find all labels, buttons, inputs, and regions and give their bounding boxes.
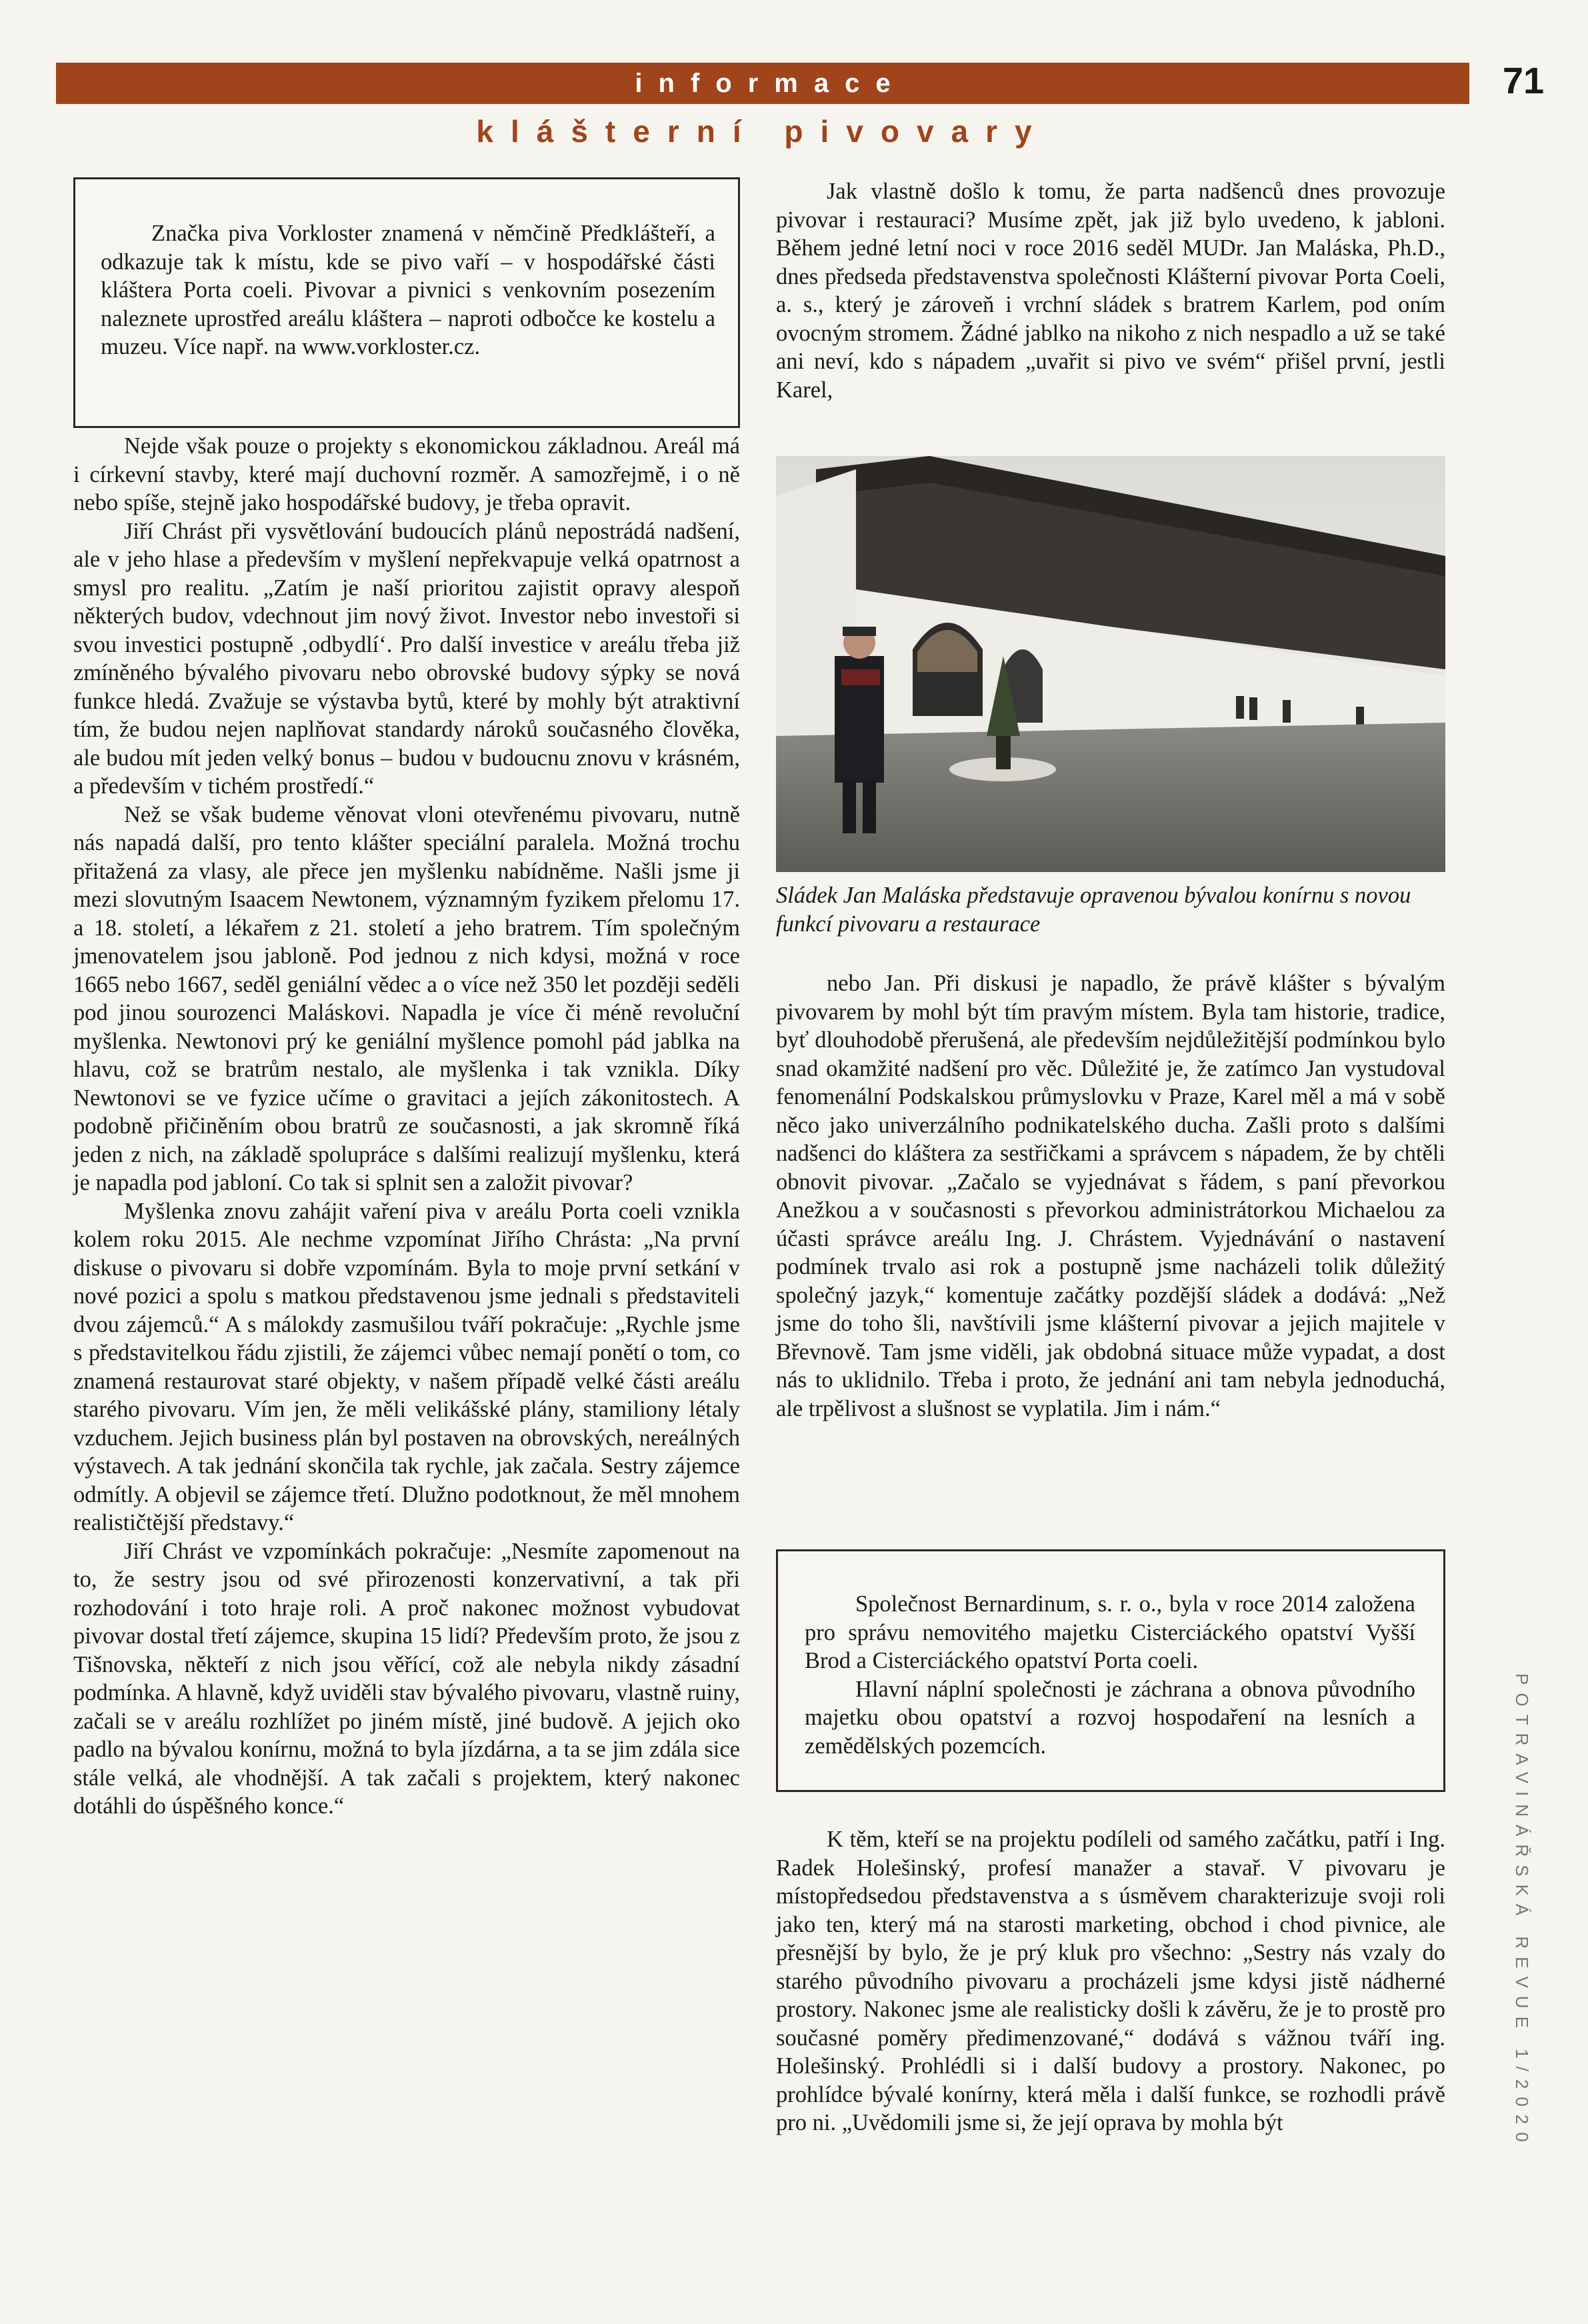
category-label: informace (635, 68, 907, 98)
right-column-top (776, 177, 1445, 404)
paragraph: Jiří Chrást ve vzpomínkách pokračuje: „Nesmíte zapomenout na to, že sestry jsou od své přirozenosti konzervativní, a tak při rozhodování i toto hraje roli. A proč nakonec možnost vybudovat pivovar dostal třetí zájemce, skupina 15 lidí? Především proto, že jsou z Tišnovska, někteří z nich jsou věřící, což ale nebyla nikdy zásadní podmínka. A hlavně, když uviděli stav bývalého pivovaru, vlastně ruiny, začali se v areálu rozhlížet po jiném místě, jiné budově. A jejich oko padlo na bývalou konírnu, možná to byla jízdárna, a ta se jim zdála sice stále velká, ale vhodnější. A tak začali s projektem, který nakonec dotáhli do úspěšného konce.“ (73, 1538, 740, 1819)
info-box-vorkloster (73, 177, 740, 428)
right-column-middle (776, 969, 1445, 1423)
paragraph: Jak vlastně došlo k tomu, že parta nadšenců dnes provozuje pivovar i restauraci? Musíme zpět, jak již bylo uvedeno, k jabloni. Během jedné letní noci v roce 2016 seděl MUDr. Jan Maláska, Ph.D., dnes předseda představenstva společnosti Klášterní pivovar Porta Coeli, a. s., který je zároveň i vrchní sládek s bratrem Karlem, pod oním ovocným stromem. Žádné jablko na nikoho z nich nespadlo a už se také ani neví, kdo s nápadem „uvařit si pivo ve svém“ přišel první, jestli Karel, (776, 179, 1445, 403)
paragraph: Jiří Chrást při vysvětlování budoucích plánů nepostrádá nadšení, ale v jeho hlase a především v myšlení nepřekvapuje velká opatrnost a smysl pro realitu. „Zatím je naší prioritou zajistit opravy alespoň některých budov, vdechnout jim nový život. Investor nebo investoři si svou investici postupně ‚odbydlí‘. Pro další investice v areálu třeba již zmíněného bývalého pivovaru nebo obrovské budovy sýpky se nová funkce hledá. Zvažuje se výstavba bytů, které by mohly být atraktivní tím, že budou nejen naplňovat standardy nároků současného člověka, ale budou mít jeden velký bonus – budou v budoucnu znovu v krásném, a především v tichém prostředí.“ (73, 518, 740, 799)
paragraph: Nejde však pouze o projekty s ekonomickou základnou. Areál má i církevní stavby, které mají duchovní rozměr. A samozřejmě, i o ně nebo spíše, stejně jako hospodářské budovy, je třeba opravit. (73, 433, 740, 515)
left-column (73, 432, 740, 1821)
paragraph: K těm, kteří se na projektu podíleli od samého začátku, patří i Ing. Radek Holešinský, profesí manažer a stavař. V pivovaru je místopředsedou představenstva a s úsměvem charakterizuje svoji roli jako ten, který má na starosti marketing, obchod i chod pivnice, ale přesnější by bylo, že je prý kluk pro všechno: „Sestry nás vzaly do starého původního pivovaru a procházeli jsme kdysi jistě nádherné prostory. Nakonec jsme ale realisticky došli k závěru, že je to prostě pro současné poměry předimenzované,“ dodává s vážnou tváří ing. Holešinský. Prohlédli si i další budovy a prostory. Nakonec, po prohlídce bývalé konírny, která měla i další funkce, se rozhodli právě pro ni. „Uvědomili jsme si, že její oprava by mohla být (776, 1827, 1445, 2135)
paragraph: nebo Jan. Při diskusi je napadlo, že právě klášter s bývalým pivovarem by mohl být tím pravým místem. Byla tam historie, tradice, byť dlouhodobě přerušená, ale především nejdůležitější podmínkou bylo snad okamžité nadšení pro věc. Důležité je, že zatímco Jan vystudoval fenomenální Podskalskou průmyslovku v Praze, Karel měl a má v sobě něco jako univerzálního podnikatelského ducha. Zašli proto s dalšími nadšenci do kláštera za sestřičkami a správcem s nápadem, že by chtěli obnovit pivovar. „Začalo se vyjednávat s řádem, s paní převorkou Anežkou a v současnosti s převorkou administrátorkou Michaelou za účasti správce areálu Ing. J. Chrástem. Vyjednávání o nastavení podmínek trvalo asi rok a postupně jsme nacházeli tolik důležitý společný jazyk,“ komentuje začátky pozdější sládek a dodává: „Než jsme do toho šli, navštívili jsme klášterní pivovar a jejich majitele v Břevnově. Tam jsme viděli, jak obdobná situace může vypadat, a dost nás to uklidnilo. Třeba i proto, že jednání ani tam nebyla jednoduchá, ale trpělivost a slušnost se vyplatila. Jim i nám.“ (776, 971, 1445, 1421)
info-box-text: Společnost Bernardinum, s. r. o., byla v roce 2014 založena pro správu nemovitého majetku Cisterciáckého opatství Vyšší Brod a Cisterciáckého opatství Porta coeli. (805, 1591, 1415, 1673)
paragraph: Myšlenka znovu zahájit vaření piva v areálu Porta coeli vznikla kolem roku 2015. Ale nechme vzpomínat Jiřího Chrásta: „Na první diskuse o pivovaru si dobře vzpomínám. Byla to moje první setkání v nové pozici a spolu s matkou představenou jsme jednali s představiteli dvou zájemců.“ A s málokdy zasmušilou tváří pokračuje: „Rychle jsme s představitelkou řádu zjistili, že zájemci vůbec nemají ponětí o tom, co znamená restaurovat staré objekty, v našem případě velké části areálu starého pivovaru. Vím jen, že měli velikášské plány, stamiliony létaly vzduchem. Jejich business plán byl postaven na obrovských, nereálných výstavech. A tak jednání skončila tak rychle, jak začala. Sestry zájemce odmítly. A objevil se zájemce třetí. Dlužno podotknout, že měl mnohem realističtější představy.“ (73, 1198, 740, 1535)
info-box-text: Značka piva Vorkloster znamená v němčině Předklášteří, a odkazuje tak k místu, kde se pivo vaří – v hospodářské části kláštera Porta coeli. Pivovar a pivnici s venkovním posezením naleznete uprostřed areálu kláštera – naproti odbočce ke kostelu a muzeu. Více např. na www.vorkloster.cz. (101, 221, 715, 359)
info-box-bernardinum (776, 1549, 1445, 1792)
page-number: 71 (1502, 59, 1545, 101)
header-bar (56, 63, 1469, 104)
paragraph: Než se však budeme věnovat vloni otevřenému pivovaru, nutně nás napadá další, pro tento klášter speciální paralela. Možná trochu přitažená za vlasy, ale přece jen myšlenku nabídněme. Našli jsme ji mezi slovutným Isaacem Newtonem, významným fyzikem přelomu 17. a 18. století, a lékařem z 21. století a jeho bratrem. Tím společným jmenovatelem jsou jabloně. Pod jednou z nich kdysi, možná v roce 1665 nebo 1667, seděl geniální vědec a o více než 350 let později seděli pod jinou sourozenci Maláskovi. Napadla je více či méně revoluční myšlenka. Newtonovi prý ke geniální myšlence pomohl pád jablka na hlavu, což se bratrům nestalo, ale myšlenka i tak vznikla. Díky Newtonovi se ve fyzice učíme o gravitaci a jejích zákonitostech. A podobně přičiněním obou bratrů ze současnosti, a jak skromně říká jeden z nich, na základě spolupráce s dalšími realizují myšlenku, která je napadla pod jabloní. Co tak si splnit sen a založit pivovar? (73, 801, 740, 1195)
photo-brewery-building (776, 456, 1445, 872)
side-journal-label: POTRAVINÁŘSKÁ REVUE 1/2020 (1512, 1673, 1532, 2150)
photo (776, 456, 1445, 872)
right-column-bottom (776, 1825, 1445, 2137)
section-title: klášterní pivovary (476, 114, 1049, 149)
info-box-text: Hlavní náplní společnosti je záchrana a obnova původního majetku obou opatství a rozvoj hospodaření na lesních a zemědělských pozemcích. (805, 1676, 1415, 1759)
photo-caption: Sládek Jan Maláska představuje opravenou bývalou konírnu s novou funkcí pivovaru a restaurace (776, 883, 1411, 937)
